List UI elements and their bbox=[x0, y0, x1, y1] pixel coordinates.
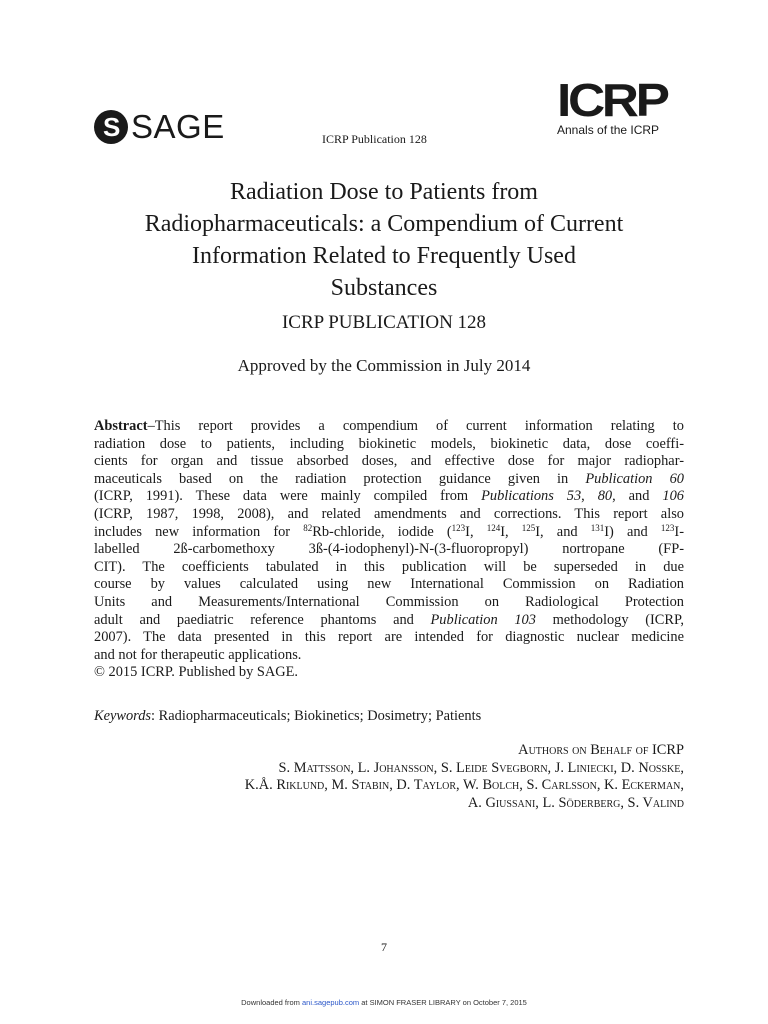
abstract-line bbox=[94, 488, 684, 506]
abstract-line bbox=[94, 418, 684, 436]
keywords-text: Radiopharmaceuticals; Biokinetics; Dosimetry; Patients bbox=[158, 708, 482, 724]
publication-ref: Publication 60 bbox=[585, 470, 684, 487]
authors-block bbox=[94, 742, 684, 812]
footer-prefix: Downloaded from bbox=[241, 998, 303, 1007]
publication-number: ICRP PUBLICATION 128 bbox=[281, 312, 487, 333]
title-line: Information Related to Frequently Used bbox=[192, 243, 576, 269]
abstract-line: labelled 2ß-carbomethoxy 3ß-(4-iodophenyl)-N-(3-fluoropropyl) nortropane (FP- bbox=[94, 541, 684, 558]
sage-logo-icon: S bbox=[94, 110, 128, 144]
icrp-logo bbox=[557, 74, 683, 137]
authors-heading: Authors on Behalf of ICRP bbox=[518, 742, 684, 758]
sage-logo-text: SAGE bbox=[131, 108, 225, 145]
title-line: Substances bbox=[330, 275, 438, 301]
authors-line: A. Giussani, L. Söderberg, S. Valind bbox=[467, 794, 684, 811]
publication-ref: 80 bbox=[597, 488, 613, 505]
icrp-logo-text: ICRP bbox=[557, 74, 667, 126]
keywords bbox=[94, 708, 481, 725]
download-footer bbox=[0, 998, 768, 1007]
abstract-text: includes new information for bbox=[94, 523, 304, 540]
approval-note: Approved by the Commission in July 2014 bbox=[237, 356, 531, 375]
abstract-text: I, and bbox=[535, 523, 591, 540]
abstract-line: CIT). The coefficients tabulated in this publication will be superseded in due bbox=[94, 558, 684, 575]
isotope-mass: 131 bbox=[590, 522, 605, 533]
publication-ref: Publication 103 bbox=[430, 611, 536, 628]
abstract-line: 2007). The data presented in this report are intended for diagnostic nuclear medicine bbox=[94, 629, 684, 646]
abstract-line: radiation dose to patients, including biokinetic models, biokinetic data, dose coeffi- bbox=[94, 435, 684, 452]
abstract-text: (ICRP, 1991). These data were mainly compiled from bbox=[94, 488, 482, 505]
abstract-text: I, bbox=[500, 523, 522, 540]
publication-label: ICRP Publication 128 bbox=[322, 132, 427, 146]
abstract-text: I, bbox=[465, 523, 487, 540]
keywords-label: Keywords bbox=[94, 708, 152, 724]
footer-link[interactable]: ani.sagepub.com bbox=[302, 998, 360, 1007]
abstract-line: course by values calculated using new International Commission on Radiation bbox=[94, 576, 684, 593]
sage-logo bbox=[94, 110, 225, 144]
abstract-text: , and bbox=[612, 488, 663, 505]
abstract-line: and not for therapeutic applications. bbox=[94, 646, 302, 663]
abstract bbox=[94, 418, 684, 682]
title-line: Radiopharmaceuticals: a Compendium of Current bbox=[144, 211, 624, 237]
abstract-text: methodology (ICRP, bbox=[535, 611, 684, 628]
keywords-separator: : bbox=[151, 708, 159, 724]
isotope-mass: 123 bbox=[451, 522, 466, 533]
icrp-logo-subtitle: Annals of the ICRP bbox=[557, 123, 660, 137]
abstract-text: , bbox=[581, 488, 598, 505]
abstract-line bbox=[94, 471, 684, 489]
abstract-text: I) and bbox=[604, 523, 661, 540]
publication-ref: Publications 53 bbox=[481, 488, 582, 505]
isotope-mass: 124 bbox=[486, 522, 501, 533]
publication-ref: 106 bbox=[662, 488, 684, 505]
copyright-line: © 2015 ICRP. Published by SAGE. bbox=[94, 664, 299, 681]
abstract-line: (ICRP, 1987, 1998, 2008), and related amendments and corrections. This report also bbox=[94, 505, 684, 522]
isotope-mass: 82 bbox=[303, 522, 313, 533]
isotope-mass: 125 bbox=[521, 522, 536, 533]
abstract-text: maceuticals based on the radiation protection guidance given in bbox=[94, 470, 586, 487]
abstract-label: Abstract bbox=[94, 418, 148, 434]
abstract-text: Rb-chloride, iodide ( bbox=[312, 523, 452, 540]
abstract-text: –This report provides a compendium of current information relating to bbox=[147, 418, 684, 434]
abstract-line: cients for organ and tissue absorbed doses, and effective dose for major radiophar- bbox=[94, 453, 684, 470]
abstract-text: adult and paediatric reference phantoms and bbox=[94, 611, 431, 628]
abstract-text: I- bbox=[674, 523, 684, 540]
authors-line: K.Å. Riklund, M. Stabin, D. Taylor, W. Bolch, S. Carlsson, K. Eckerman, bbox=[244, 777, 684, 794]
page-number: 7 bbox=[381, 940, 387, 954]
title-line: Radiation Dose to Patients from bbox=[230, 179, 538, 205]
authors-line: S. Mattsson, L. Johansson, S. Leide Svegborn, J. Liniecki, D. Noßke, bbox=[278, 759, 684, 776]
footer-suffix: at SIMON FRASER LIBRARY on October 7, 2015 bbox=[359, 998, 527, 1007]
abstract-line: Units and Measurements/International Commission on Radiological Protection bbox=[94, 593, 684, 610]
isotope-mass: 123 bbox=[660, 522, 675, 533]
paper-title bbox=[60, 176, 708, 304]
abstract-line bbox=[94, 524, 684, 542]
abstract-line bbox=[94, 612, 684, 630]
